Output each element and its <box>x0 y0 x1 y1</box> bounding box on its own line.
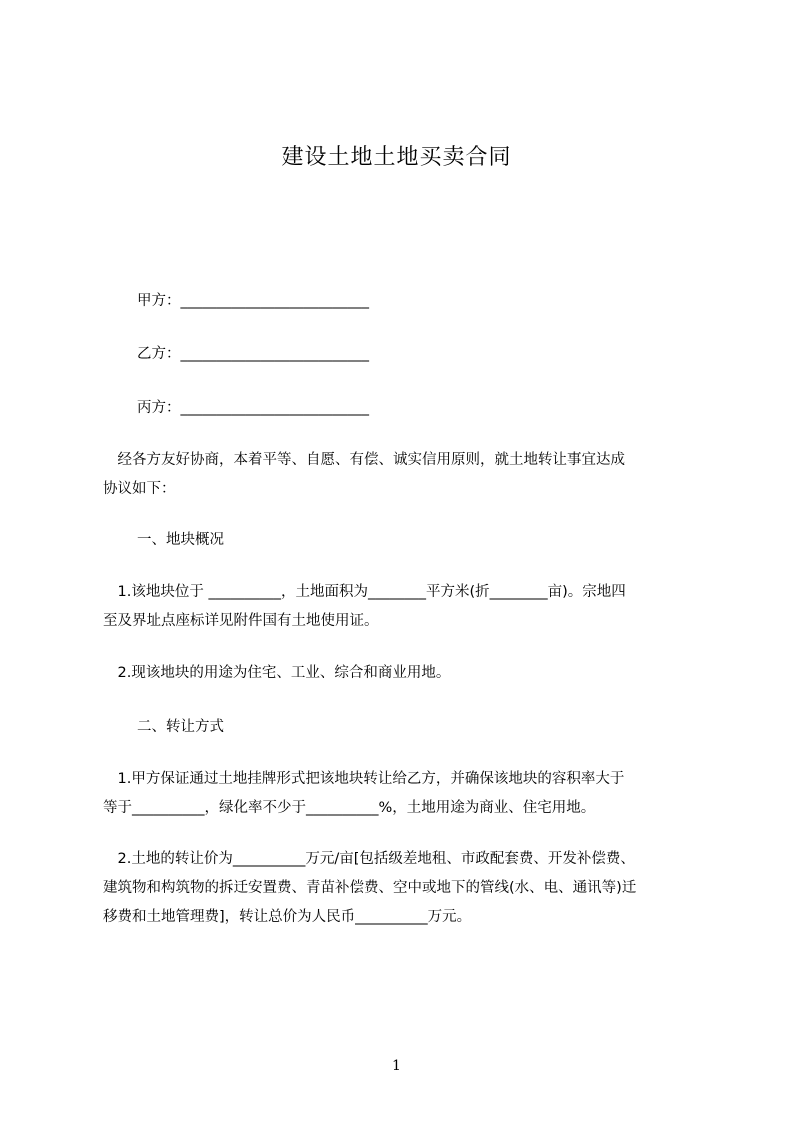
document-title: 建设土地土地买卖合同 <box>281 145 512 170</box>
intro-line-2: 协议如下： <box>103 481 176 497</box>
party-c-line: 丙方：__________________________ <box>137 400 369 416</box>
section-1-item-2 <box>103 659 713 688</box>
intro-paragraph <box>103 446 713 504</box>
intro-line-1: 经各方友好协商，本着平等、自愿、有偿、诚实信用原则，就土地转让事宜达成 <box>103 452 625 468</box>
section-2-item-2-line-1: 2.土地的转让价为__________万元/亩[包括级差地租、市政配套费、开发补偿费、 <box>103 851 635 867</box>
section-2-item-1-line-2: 等于__________，绿化率不少于__________%，土地用途为商业、住宅用地。 <box>103 800 596 816</box>
section-1-item-2-line: 2.现该地块的用途为住宅、工业、综合和商业用地。 <box>103 665 451 681</box>
section-2-item-2-line-3: 移费和土地管理费]，转让总价为人民币__________万元。 <box>103 909 472 925</box>
page-number: 1 <box>392 1058 401 1074</box>
section-2-item-2 <box>103 845 713 932</box>
section-1-heading: 一、地块概况 <box>137 532 224 548</box>
section-1-item-1-line-2: 至及界址点座标详见附件国有土地使用证。 <box>103 613 379 629</box>
section-2-item-1 <box>103 765 713 823</box>
party-a-line: 甲方：__________________________ <box>137 293 369 309</box>
section-2-item-1-line-1: 1.甲方保证通过土地挂牌形式把该地块转让给乙方，并确保该地块的容积率大于 <box>103 771 625 787</box>
section-1-item-1-line-1: 1.该地块位于 __________，土地面积为________平方米(折________亩)。宗地四 <box>103 584 626 600</box>
section-1-item-1 <box>103 578 713 636</box>
party-b-line: 乙方：__________________________ <box>137 346 369 362</box>
section-2-item-2-line-2: 建筑物和构筑物的拆迁安置费、青苗补偿费、空中或地下的管线(水、电、通讯等)迁 <box>103 880 637 896</box>
section-2-heading: 二、转让方式 <box>137 719 224 735</box>
